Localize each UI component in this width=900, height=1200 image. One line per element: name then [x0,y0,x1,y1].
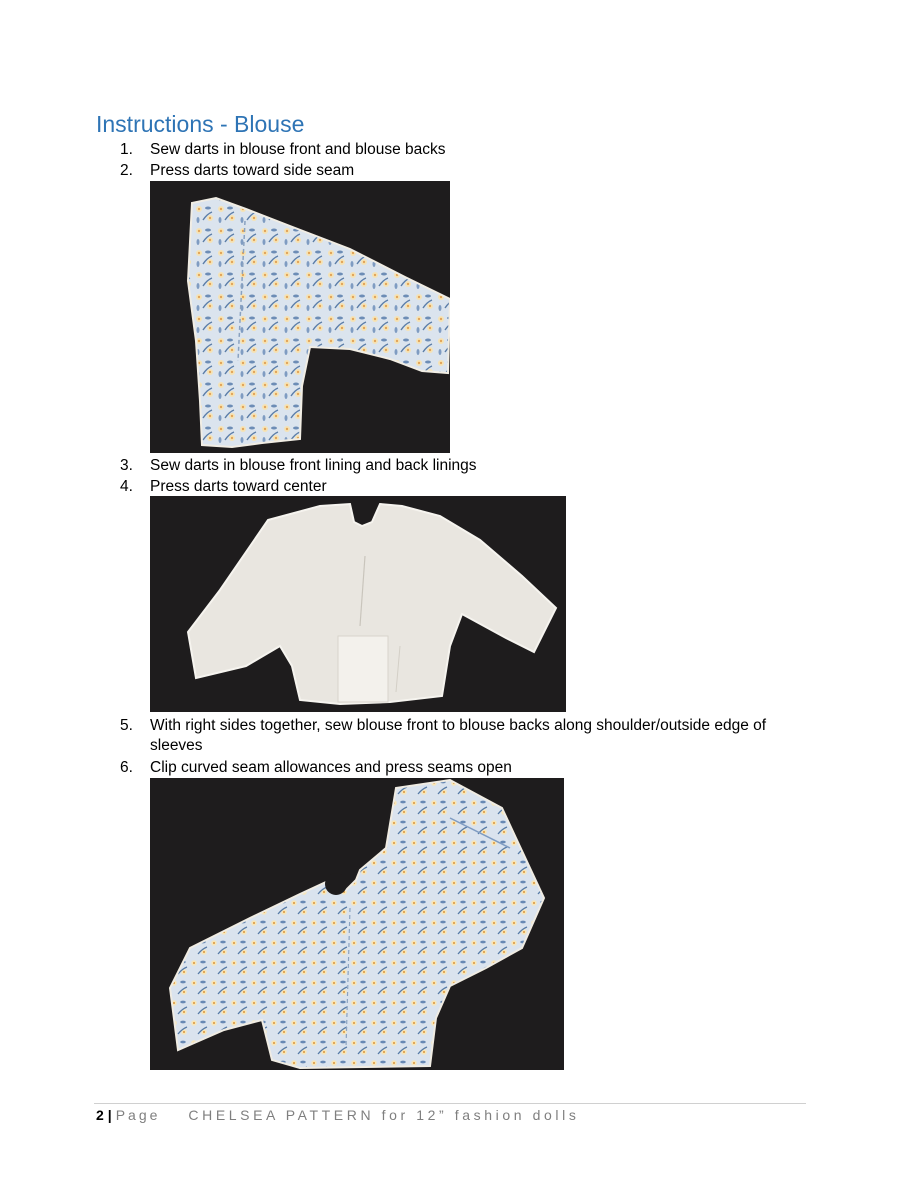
step-number: 6. [120,759,133,776]
instruction-step-5 [120,716,810,756]
step-text: Clip curved seam allowances and press seams open [150,759,512,776]
lining-illustration [150,496,566,712]
photo-lining-darts [150,496,566,712]
step-text: With right sides together, sew blouse front to blouse backs along shoulder/outside edge of sleeves [150,717,767,754]
instruction-step-3 [120,456,810,476]
blouse-back-illustration [150,181,450,453]
instruction-step-1 [120,140,810,160]
document-title: CHELSEA PATTERN for 12” fashion dolls [188,1107,580,1123]
footer-divider [94,1103,806,1104]
instruction-step-6 [120,758,810,778]
step-text: Sew darts in blouse front and blouse backs [150,141,446,158]
step-number: 2. [120,162,133,179]
footer-separator: | [107,1107,112,1123]
step-number: 1. [120,141,133,158]
step-number: 5. [120,717,133,734]
page-label: Page [115,1107,161,1123]
step-text: Press darts toward center [150,478,327,495]
instruction-step-4 [120,477,810,497]
step-number: 4. [120,478,133,495]
page-heading: Instructions - Blouse [96,111,305,137]
step-text: Sew darts in blouse front lining and back linings [150,457,477,474]
assembled-blouse-illustration [150,778,564,1070]
step-text: Press darts toward side seam [150,162,355,179]
photo-sewn-shoulder-seams [150,778,564,1070]
photo-blouse-back-darts [150,181,450,453]
page-footer [96,1106,579,1124]
step-number: 3. [120,457,133,474]
instruction-step-2 [120,161,810,181]
page-number: 2 [96,1107,104,1123]
